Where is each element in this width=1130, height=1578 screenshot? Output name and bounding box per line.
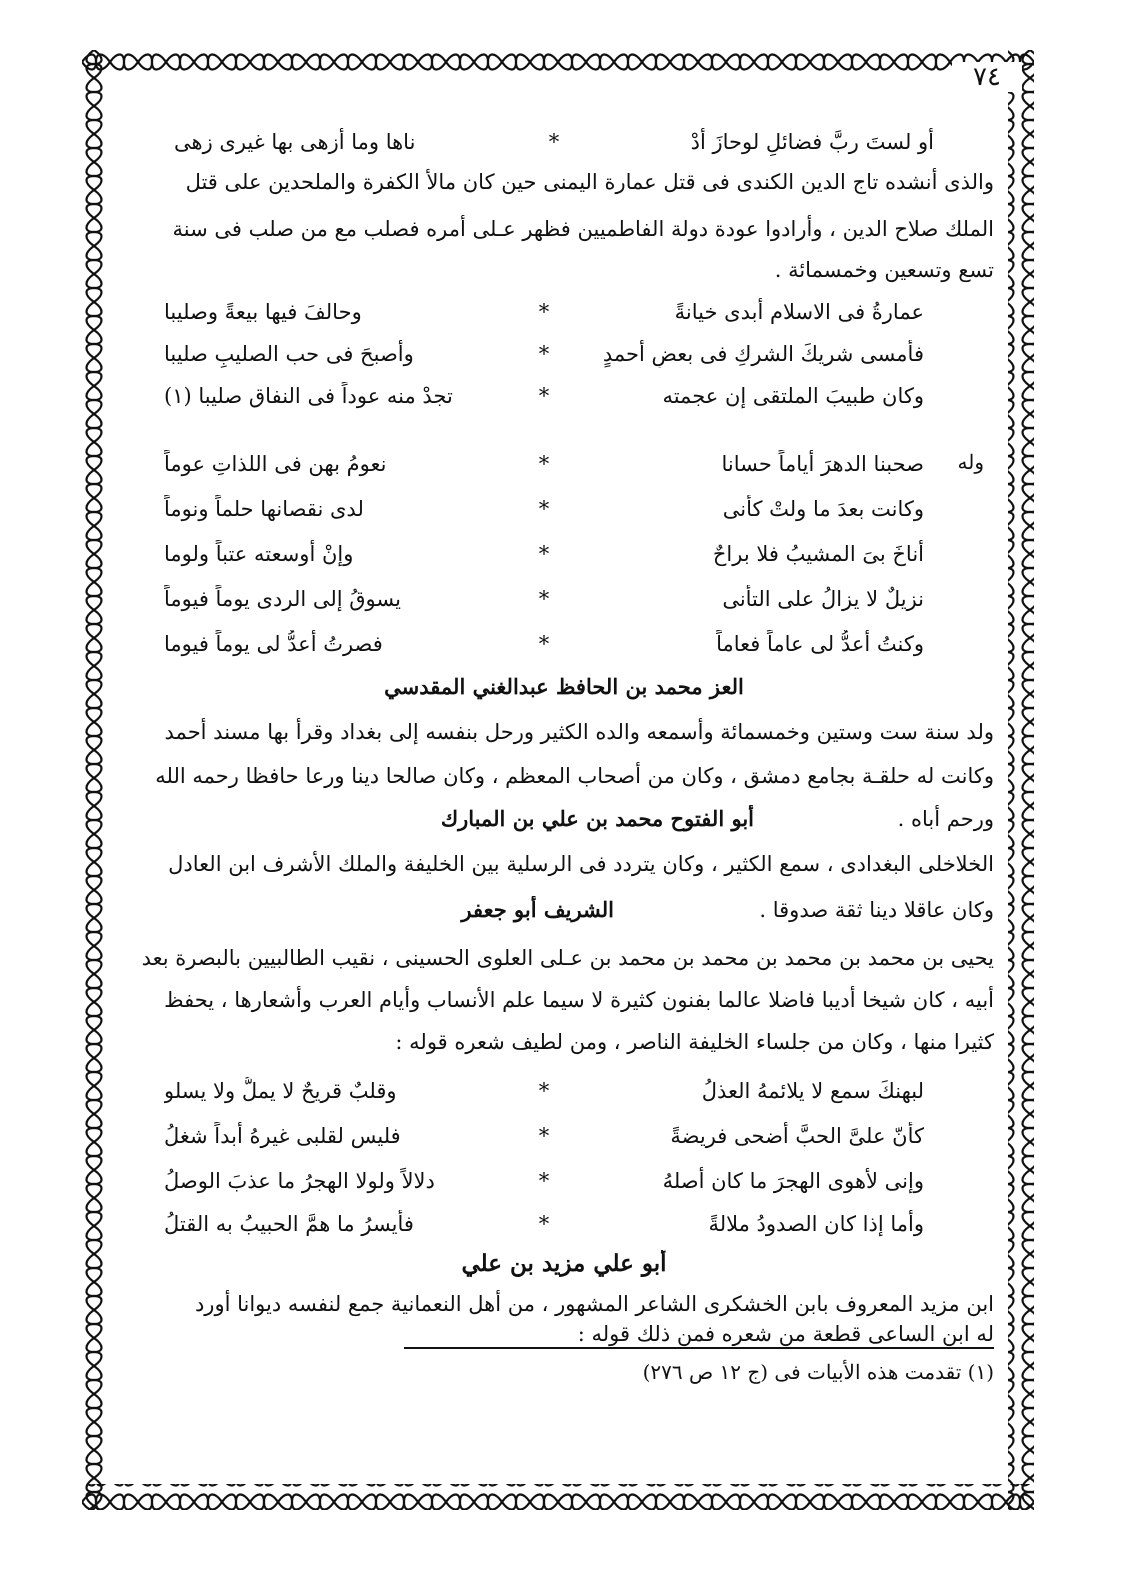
verse-hemistich: وحالفَ فيها بيعةً وصليبا: [164, 300, 362, 324]
text-line: له ابن الساعى قطعة من شعره فمن ذلك قوله :: [577, 1322, 994, 1346]
text-line: ورحم أباه .: [897, 807, 994, 831]
verse-separator: *: [538, 300, 550, 324]
verse-hemistich: نعومُ بهن فى اللذاتِ عوماً: [164, 452, 387, 476]
text-line: وكانت له حلقـة بجامع دمشق ، وكان من أصحاب المعظم ، وكان صالحا دينا ورعا حافظا رحمه الله: [155, 764, 994, 788]
text-line: تسع وتسعين وخمسمائة .: [774, 258, 994, 282]
verse-separator: *: [538, 1212, 550, 1236]
text-line: كثيرا منها ، وكان من جلساء الخليفة الناصر ، ومن لطيف شعره قوله :: [395, 1030, 994, 1054]
verse-hemistich: لبهنكَ سمع لا يلائمهُ العذلُ: [701, 1079, 924, 1103]
biography-heading: أبو علي مزيد بن علي: [461, 1250, 667, 1277]
text-line: ابن مزيد المعروف بابن الخشكرى الشاعر المشهور ، من أهل النعمانية جمع لنفسه ديوانا أورد: [194, 1292, 994, 1316]
verse-line: [164, 630, 924, 658]
verse-line: [164, 382, 924, 410]
footnote-divider: [404, 1347, 994, 1349]
verse-hemistich: وأصبحَ فى حب الصليبِ صليبا: [164, 342, 414, 366]
page-number: ٧٤: [952, 62, 1022, 92]
verse-line: [164, 450, 924, 478]
verse-hemistich: وكنتُ أعدُّ لى عاماً فعاماً: [716, 632, 924, 656]
verse-hemistich: صحبنا الدهرَ أياماً حسانا: [721, 452, 924, 476]
text-line: الملك صلاح الدين ، وأرادوا عودة دولة الفاطميين فظهر عـلى أمره فصلب مع من صلب فى سنة: [172, 217, 994, 241]
verse-hemistich: نزيلٌ لا يزالُ على التأنى: [722, 587, 924, 611]
verse-separator: *: [538, 587, 550, 611]
verse-hemistich: فأمسى شريكَ الشركِ فى بعضِ أحمدٍ: [602, 342, 924, 366]
page-content: [122, 62, 1001, 1470]
verse-separator: *: [538, 542, 550, 566]
verse-separator: *: [538, 1124, 550, 1148]
verse-line: [164, 540, 924, 568]
verse-hemistich: أو لستَ ربَّ فضائلٍ لوحازَ أدْ: [690, 130, 934, 154]
verse-hemistich: وكانت بعدَ ما ولتْ كأنى: [722, 497, 924, 521]
verse-hemistich: فأيسرُ ما همَّ الحبيبُ به القتلُ: [164, 1212, 414, 1236]
verse-separator: *: [538, 342, 550, 366]
verse-hemistich: كأنّ علىَّ الحبَّ أضحى فريضةً: [670, 1124, 924, 1148]
verse-line: [164, 298, 924, 326]
verse-separator: *: [538, 452, 550, 476]
verse-hemistich: فصرتُ أعدُّ لى يوماً فيوما: [164, 632, 383, 656]
verse-separator: *: [548, 130, 560, 154]
verse-hemistich: أناخَ بىَ المشيبُ فلا براحٌ: [712, 542, 924, 566]
biography-heading: العز محمد بن الحافظ عبدالغني المقدسي: [384, 674, 744, 699]
verse-line: [164, 495, 924, 523]
verse-hemistich: تجدْ منه عوداً فى النفاق صليبا (١): [164, 384, 453, 408]
verse-hemistich: وإنْ أوسعته عتباً ولوما: [164, 542, 354, 566]
verse-line: [164, 1122, 924, 1150]
verse-line: [174, 128, 934, 156]
verse-line: [164, 1167, 924, 1195]
text-line: والذى أنشده تاج الدين الكندى فى قتل عمارة اليمنى حين كان مالأ الكفرة والملحدين على قتل: [185, 170, 994, 194]
text-line: يحيى بن محمد بن محمد بن محمد بن محمد بن عـلى العلوى الحسينى ، نقيب الطالبيين بالبصرة بعد: [141, 946, 994, 970]
verse-hemistich: وإنى لأهوى الهجرَ ما كان أصلهُ: [662, 1169, 924, 1193]
poem-intro-label: وله: [957, 450, 984, 474]
verse-hemistich: يسوقُ إلى الردى يوماً فيوماً: [164, 587, 401, 611]
verse-separator: *: [538, 632, 550, 656]
verse-separator: *: [538, 1169, 550, 1193]
text-line: وكان عاقلا دينا ثقة صدوقا .: [759, 898, 994, 922]
verse-hemistich: وقلبٌ قريحٌ لا يملُّ ولا يسلو: [164, 1079, 397, 1103]
verse-line: [164, 585, 924, 613]
verse-hemistich: وكان طبيبَ الملتقى إن عجمته: [662, 384, 924, 408]
text-line: ولد سنة ست وستين وخمسمائة وأسمعه والده الكثير ورحل بنفسه إلى بغداد وقرأ بها مسند أحمد: [164, 720, 994, 744]
page-frame: [82, 50, 1034, 1510]
text-line: الخلاخلى البغدادى ، سمع الكثير ، وكان يتردد فى الرسلية بين الخليفة والملك الأشرف ابن العادل: [168, 852, 994, 876]
verse-hemistich: دلالاً ولولا الهجرُ ما عذبَ الوصلُ: [164, 1169, 435, 1193]
text-line: أبيه ، كان شيخا أديبا فاضلا عالما بفنون كثيرة لا سيما علم الأنساب وأيام العرب وأشعارها ، يحفظ: [164, 988, 994, 1012]
verse-hemistich: وأما إذا كان الصدودُ ملالةً: [708, 1212, 924, 1236]
verse-line: [164, 1210, 924, 1238]
verse-line: [164, 340, 924, 368]
verse-hemistich: ناها وما أزهى بها غيرى زهى: [174, 130, 416, 154]
biography-heading: الشريف أبو جعفر: [461, 897, 614, 922]
footnote: (١) تقدمت هذه الأبيات فى (ج ١٢ ص ٢٧٦): [642, 1360, 994, 1384]
verse-separator: *: [538, 384, 550, 408]
verse-line: [164, 1077, 924, 1105]
verse-separator: *: [538, 497, 550, 521]
verse-hemistich: لدى نقصانها حلماً ونوماً: [164, 497, 364, 521]
biography-heading: أبو الفتوح محمد بن علي بن المبارك: [440, 806, 754, 831]
verse-separator: *: [538, 1079, 550, 1103]
verse-hemistich: فليس لقلبى غيرهُ أبداً شغلُ: [164, 1124, 401, 1148]
verse-hemistich: عمارةُ فى الاسلام أبدى خيانةً: [674, 300, 924, 324]
